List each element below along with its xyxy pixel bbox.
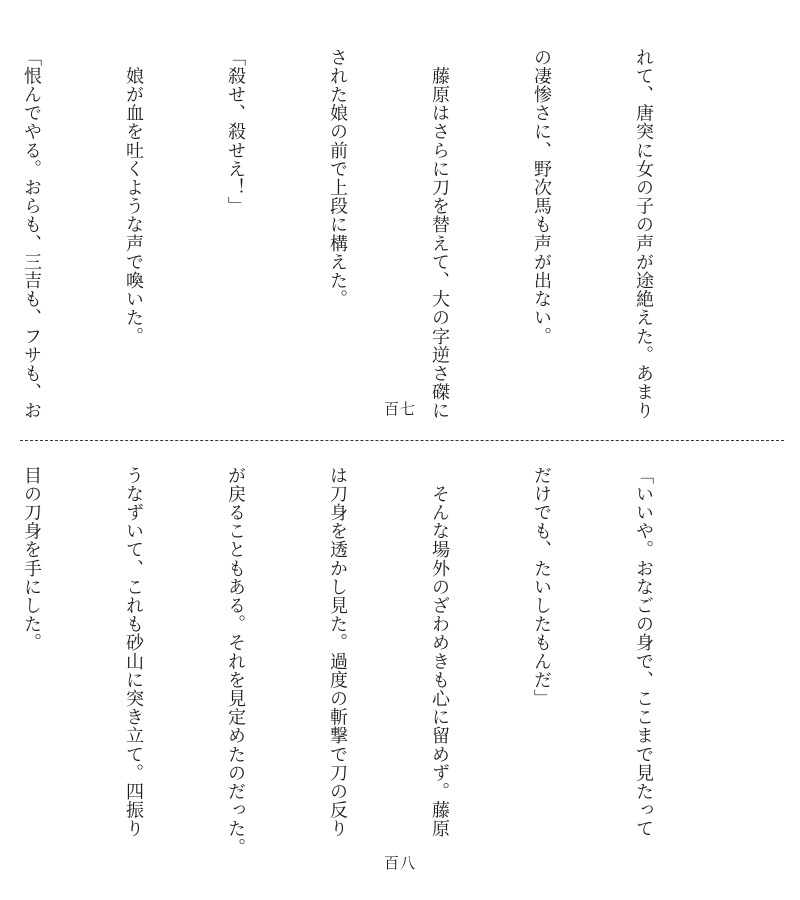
page-108 — [0, 442, 800, 900]
text-line: そんな場外のざわめきも心に留めず。藤原 — [429, 466, 450, 838]
text-line: の凄惨さに、野次馬も声が出ない。 — [531, 48, 552, 346]
text-line: は刀身を透かし見た。過度の斬撃で刀の反り — [327, 466, 348, 838]
text-line: だけでも、たいしたもんだ」 — [531, 466, 552, 708]
text-line: 目の刀身を手にした。 — [21, 466, 42, 652]
text-line: 「殺せ、殺せえ！」 — [225, 48, 246, 216]
text-line: うなずいて、これも砂山に突き立て。四振り — [123, 466, 144, 838]
page-divider — [20, 440, 784, 441]
page-number: 百八 — [383, 854, 416, 872]
text-line: 娘が血を吐くような声で喚いた。 — [123, 48, 144, 346]
text-line: れて、唐突に女の子の声が途絶えた。あまり — [633, 48, 654, 420]
page-number: 百七 — [383, 400, 416, 418]
page-108-text — [0, 466, 728, 857]
text-line: が戻ることもある。それを見定めたのだった。 — [225, 466, 246, 857]
text-line: 「恨んでやる。おらも、三吉も、フサも、お — [21, 48, 42, 420]
text-line: 藤原はさらに刀を替えて、大の字逆さ磔に — [429, 48, 450, 420]
text-line: 「いいや。おなごの身で、ここまで見たって — [633, 466, 654, 838]
text-line: された娘の前で上段に構えた。 — [327, 48, 348, 309]
page-107 — [0, 0, 800, 435]
